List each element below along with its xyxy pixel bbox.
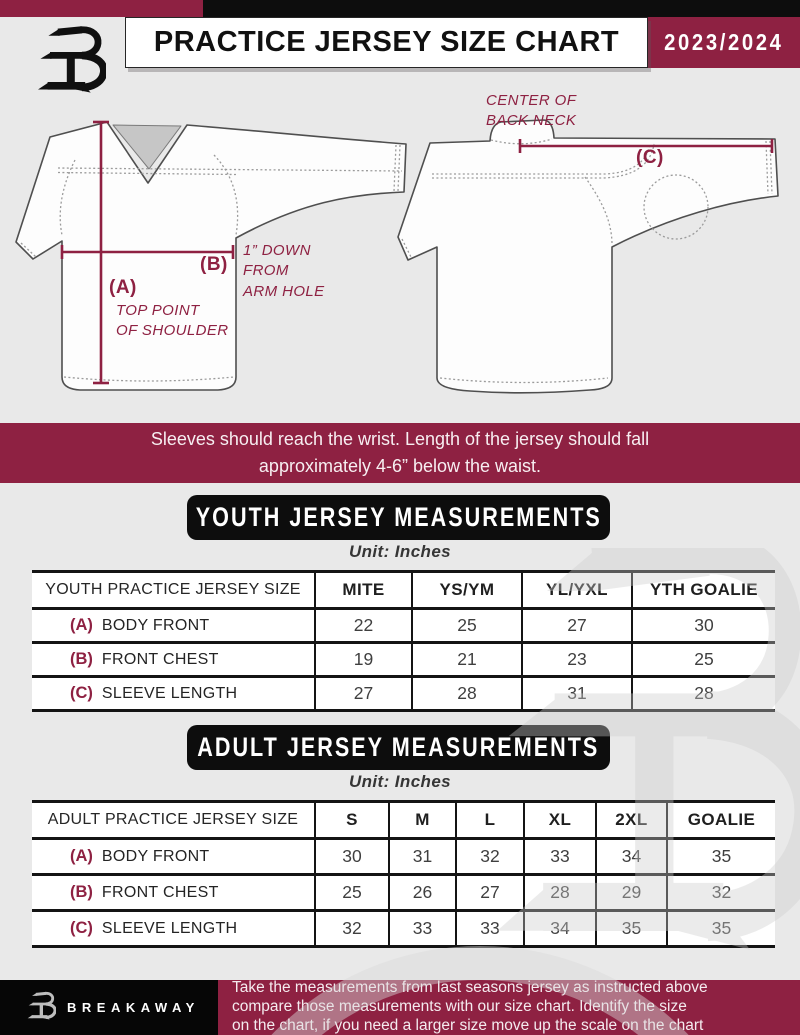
- column-header: M: [390, 803, 457, 840]
- youth-section-title: YOUTH JERSEY MEASUREMENTS: [195, 502, 602, 532]
- size-value-cell: 30: [316, 840, 390, 876]
- note-line: TOP POINT: [116, 302, 200, 319]
- size-value-cell: 33: [525, 840, 597, 876]
- notice-line: approximately 4-6” below the waist.: [258, 456, 542, 476]
- row-label: [32, 678, 316, 712]
- table-title-cell: YOUTH PRACTICE JERSEY SIZE: [32, 573, 316, 610]
- breakaway-logo-icon: [26, 989, 56, 1027]
- size-value-cell: 33: [390, 912, 457, 948]
- marker-b-label: (B): [200, 254, 228, 275]
- row-label: [32, 644, 316, 678]
- footer-note-line: Take the measurements from last seasons jersey as instructed above: [232, 979, 708, 997]
- size-value-cell: 28: [413, 678, 523, 712]
- size-value-cell: 30: [633, 610, 775, 644]
- footer-note-line: on the chart, if you need a larger size move up the scale on the chart: [232, 1016, 704, 1034]
- column-header: GOALIE: [668, 803, 775, 840]
- size-value-cell: 32: [316, 912, 390, 948]
- column-header: XL: [525, 803, 597, 840]
- measurement-label: SLEEVE LENGTH: [101, 919, 238, 937]
- measurement-label: FRONT CHEST: [101, 650, 219, 668]
- table-title-cell: ADULT PRACTICE JERSEY SIZE: [32, 803, 316, 840]
- size-value-cell: 19: [316, 644, 413, 678]
- column-header: YTH GOALIE: [633, 573, 775, 610]
- measurement-label: FRONT CHEST: [101, 883, 219, 901]
- size-value-cell: 35: [668, 912, 775, 948]
- size-value-cell: 27: [457, 876, 525, 912]
- size-value-cell: 28: [633, 678, 775, 712]
- note-line: ARM HOLE: [243, 282, 325, 300]
- adult-section-title: ADULT JERSEY MEASUREMENTS: [197, 732, 600, 762]
- measurement-marker: (B): [70, 650, 93, 668]
- measurement-marker: (C): [70, 684, 93, 702]
- page-title-box: [125, 17, 648, 68]
- adult-unit-label: Unit: Inches: [348, 772, 452, 791]
- size-value-cell: 22: [316, 610, 413, 644]
- measurement-marker: (A): [70, 847, 93, 865]
- marker-b-note: [243, 241, 325, 302]
- size-value-cell: 28: [525, 876, 597, 912]
- size-value-cell: 29: [597, 876, 668, 912]
- size-value-cell: 25: [316, 876, 390, 912]
- brand-name: BREAKAWAY: [67, 1000, 200, 1015]
- note-line: CENTER OF: [486, 92, 577, 109]
- size-value-cell: 34: [597, 840, 668, 876]
- top-black-bar: [203, 0, 800, 17]
- row-label: [32, 876, 316, 912]
- size-value-cell: 31: [523, 678, 633, 712]
- page-title: PRACTICE JERSEY SIZE CHART: [153, 26, 620, 58]
- row-label: [32, 610, 316, 644]
- size-value-cell: 25: [413, 610, 523, 644]
- youth-section-banner: [187, 495, 610, 540]
- column-header: YS/YM: [413, 573, 523, 610]
- adult-section-banner: [187, 725, 610, 770]
- size-value-cell: 32: [668, 876, 775, 912]
- size-value-cell: 31: [390, 840, 457, 876]
- youth-unit-label: Unit: Inches: [348, 542, 452, 561]
- size-value-cell: 32: [457, 840, 525, 876]
- note-line: FROM: [243, 262, 289, 280]
- adult-size-table: [32, 800, 775, 948]
- footer-instructions: [218, 980, 800, 1035]
- size-value-cell: 35: [668, 840, 775, 876]
- measurement-marker: (C): [70, 919, 93, 937]
- size-value-cell: 34: [525, 912, 597, 948]
- season-label: 2023/2024: [664, 29, 784, 55]
- column-header: MITE: [316, 573, 413, 610]
- breakaway-logo-icon: [34, 25, 106, 105]
- measurement-marker: (A): [70, 616, 93, 634]
- jersey-diagrams: [0, 85, 800, 430]
- column-header: S: [316, 803, 390, 840]
- measurement-label: BODY FRONT: [101, 847, 210, 865]
- size-value-cell: 21: [413, 644, 523, 678]
- note-line: OF SHOULDER: [116, 322, 229, 340]
- note-line: 1” DOWN: [243, 242, 311, 259]
- season-badge: [648, 17, 800, 68]
- row-label: [32, 912, 316, 948]
- measurement-marker: (B): [70, 883, 93, 901]
- top-maroon-stripe: [0, 0, 203, 17]
- fit-notice-banner: [0, 423, 800, 483]
- marker-c-note: [486, 91, 576, 132]
- marker-c-label: (C): [636, 147, 664, 168]
- footer-note-line: compare those measurements with our size chart. Identify the size: [232, 998, 687, 1016]
- notice-line: Sleeves should reach the wrist. Length of the jersey should fall: [150, 429, 650, 449]
- size-value-cell: 26: [390, 876, 457, 912]
- size-value-cell: 35: [597, 912, 668, 948]
- column-header: 2XL: [597, 803, 668, 840]
- size-value-cell: 23: [523, 644, 633, 678]
- size-value-cell: 25: [633, 644, 775, 678]
- size-value-cell: 27: [523, 610, 633, 644]
- column-header: YL/YXL: [523, 573, 633, 610]
- footer-brand-block: [0, 980, 218, 1035]
- column-header: L: [457, 803, 525, 840]
- measurement-label: BODY FRONT: [101, 616, 210, 634]
- measurement-label: SLEEVE LENGTH: [101, 684, 238, 702]
- youth-size-table: [32, 570, 775, 712]
- marker-a-label: (A): [109, 277, 137, 298]
- size-value-cell: 27: [316, 678, 413, 712]
- marker-a-note: [116, 301, 228, 342]
- row-label: [32, 840, 316, 876]
- note-line: BACK NECK: [486, 112, 577, 130]
- size-value-cell: 33: [457, 912, 525, 948]
